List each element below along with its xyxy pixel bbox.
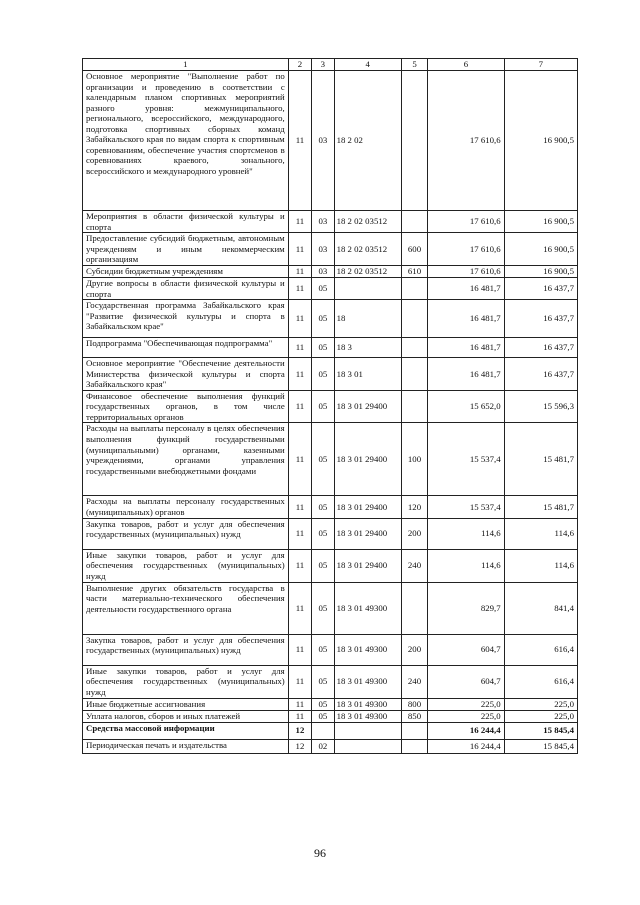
table-row bbox=[83, 266, 578, 278]
row-target-code: 18 3 01 49300 bbox=[334, 634, 401, 665]
row-section: 11 bbox=[288, 634, 311, 665]
row-expense-type: 850 bbox=[401, 710, 427, 722]
row-value-1: 114,6 bbox=[428, 518, 504, 549]
row-section: 11 bbox=[288, 518, 311, 549]
table-row bbox=[83, 496, 578, 518]
row-section: 11 bbox=[288, 71, 311, 211]
row-section: 11 bbox=[288, 665, 311, 698]
row-expense-type bbox=[401, 722, 427, 739]
row-value-2: 225,0 bbox=[504, 710, 577, 722]
row-target-code: 18 3 01 29400 bbox=[334, 423, 401, 496]
row-section: 11 bbox=[288, 423, 311, 496]
row-subsection: 05 bbox=[312, 358, 334, 391]
row-subsection: 05 bbox=[312, 423, 334, 496]
row-section: 11 bbox=[288, 266, 311, 278]
table-row bbox=[83, 518, 578, 549]
row-value-2: 16 900,5 bbox=[504, 211, 577, 233]
row-expense-type bbox=[401, 71, 427, 211]
table-row bbox=[83, 390, 578, 423]
row-name: Средства массовой информации bbox=[83, 722, 289, 739]
row-value-1: 17 610,6 bbox=[428, 266, 504, 278]
row-value-2: 16 900,5 bbox=[504, 266, 577, 278]
row-name: Подпрограмма "Обеспечивающая подпрограмма" bbox=[83, 338, 289, 358]
row-value-1: 16 481,7 bbox=[428, 338, 504, 358]
table-row bbox=[83, 300, 578, 338]
row-target-code: 18 2 02 03512 bbox=[334, 211, 401, 233]
row-section: 11 bbox=[288, 496, 311, 518]
row-value-1: 604,7 bbox=[428, 665, 504, 698]
row-expense-type bbox=[401, 300, 427, 338]
row-subsection: 03 bbox=[312, 233, 334, 266]
row-name: Финансовое обеспечение выполнения функций государственных органов, в том числе территориальных органов bbox=[83, 390, 289, 423]
row-value-2: 16 437,7 bbox=[504, 338, 577, 358]
row-section: 11 bbox=[288, 582, 311, 634]
table-row bbox=[83, 423, 578, 496]
row-target-code: 18 2 02 03512 bbox=[334, 266, 401, 278]
row-value-1: 15 537,4 bbox=[428, 423, 504, 496]
table-row bbox=[83, 233, 578, 266]
table-row bbox=[83, 634, 578, 665]
row-value-1: 604,7 bbox=[428, 634, 504, 665]
row-section: 11 bbox=[288, 233, 311, 266]
row-value-1: 16 481,7 bbox=[428, 300, 504, 338]
row-subsection: 05 bbox=[312, 518, 334, 549]
table-row bbox=[83, 71, 578, 211]
row-expense-type bbox=[401, 211, 427, 233]
row-target-code: 18 3 01 29400 bbox=[334, 390, 401, 423]
row-name: Субсидии бюджетным учреждениям bbox=[83, 266, 289, 278]
row-expense-type bbox=[401, 582, 427, 634]
row-expense-type: 100 bbox=[401, 423, 427, 496]
row-value-2: 16 437,7 bbox=[504, 278, 577, 300]
row-section: 11 bbox=[288, 338, 311, 358]
row-value-2: 16 900,5 bbox=[504, 233, 577, 266]
header-col-7: 7 bbox=[504, 59, 577, 71]
header-col-2: 2 bbox=[288, 59, 311, 71]
row-target-code bbox=[334, 739, 401, 753]
row-value-2: 616,4 bbox=[504, 634, 577, 665]
table-row bbox=[83, 710, 578, 722]
row-target-code: 18 3 01 49300 bbox=[334, 698, 401, 710]
table-row bbox=[83, 698, 578, 710]
row-name: Предоставление субсидий бюджетным, автономным учреждениям и иным некоммерческим организациям bbox=[83, 233, 289, 266]
row-value-2: 114,6 bbox=[504, 549, 577, 582]
row-subsection: 03 bbox=[312, 71, 334, 211]
row-name: Закупка товаров, работ и услуг для обеспечения государственных (муниципальных) нужд bbox=[83, 518, 289, 549]
row-subsection: 03 bbox=[312, 266, 334, 278]
row-subsection: 05 bbox=[312, 300, 334, 338]
row-target-code: 18 3 01 29400 bbox=[334, 518, 401, 549]
row-expense-type: 120 bbox=[401, 496, 427, 518]
row-value-2: 15 481,7 bbox=[504, 423, 577, 496]
row-subsection: 05 bbox=[312, 278, 334, 300]
row-expense-type: 600 bbox=[401, 233, 427, 266]
row-subsection: 05 bbox=[312, 582, 334, 634]
page-number: 96 bbox=[314, 846, 326, 860]
row-name: Выполнение других обязательств государства в части материально-технического обеспечения деятельности государственного органа bbox=[83, 582, 289, 634]
row-value-1: 225,0 bbox=[428, 710, 504, 722]
row-expense-type: 240 bbox=[401, 549, 427, 582]
header-col-5: 5 bbox=[401, 59, 427, 71]
row-expense-type bbox=[401, 338, 427, 358]
row-value-2: 114,6 bbox=[504, 518, 577, 549]
row-section: 11 bbox=[288, 698, 311, 710]
row-name: Другие вопросы в области физической культуры и спорта bbox=[83, 278, 289, 300]
row-target-code: 18 3 01 bbox=[334, 358, 401, 391]
row-name: Иные бюджетные ассигнования bbox=[83, 698, 289, 710]
row-value-2: 16 900,5 bbox=[504, 71, 577, 211]
row-value-1: 16 244,4 bbox=[428, 722, 504, 739]
row-subsection: 05 bbox=[312, 710, 334, 722]
row-section: 11 bbox=[288, 278, 311, 300]
row-value-2: 225,0 bbox=[504, 698, 577, 710]
row-value-1: 17 610,6 bbox=[428, 211, 504, 233]
row-value-1: 17 610,6 bbox=[428, 233, 504, 266]
row-target-code: 18 3 01 29400 bbox=[334, 496, 401, 518]
row-expense-type: 200 bbox=[401, 518, 427, 549]
row-value-2: 841,4 bbox=[504, 582, 577, 634]
row-section: 12 bbox=[288, 722, 311, 739]
row-subsection bbox=[312, 722, 334, 739]
row-name: Расходы на выплаты персоналу в целях обеспечения выполнения функций государственными (муниципальными) органами, казенными учреждениями, органами управления государственными внебюджетными фондами bbox=[83, 423, 289, 496]
row-target-code: 18 3 bbox=[334, 338, 401, 358]
row-subsection: 02 bbox=[312, 739, 334, 753]
row-value-1: 15 537,4 bbox=[428, 496, 504, 518]
row-name: Иные закупки товаров, работ и услуг для обеспечения государственных (муниципальных) нужд bbox=[83, 665, 289, 698]
row-expense-type: 240 bbox=[401, 665, 427, 698]
row-value-1: 16 481,7 bbox=[428, 278, 504, 300]
row-expense-type bbox=[401, 390, 427, 423]
header-col-1: 1 bbox=[83, 59, 289, 71]
row-expense-type bbox=[401, 278, 427, 300]
row-section: 11 bbox=[288, 211, 311, 233]
header-col-6: 6 bbox=[428, 59, 504, 71]
table-row bbox=[83, 739, 578, 753]
row-name: Периодическая печать и издательства bbox=[83, 739, 289, 753]
row-target-code: 18 bbox=[334, 300, 401, 338]
row-name: Основное мероприятие "Обеспечение деятельности Министерства физической культуры и спорта Забайкальского края" bbox=[83, 358, 289, 391]
row-subsection: 05 bbox=[312, 698, 334, 710]
row-value-1: 17 610,6 bbox=[428, 71, 504, 211]
row-expense-type: 800 bbox=[401, 698, 427, 710]
row-target-code: 18 3 01 49300 bbox=[334, 582, 401, 634]
row-section: 11 bbox=[288, 390, 311, 423]
row-section: 11 bbox=[288, 358, 311, 391]
row-section: 11 bbox=[288, 300, 311, 338]
row-value-2: 15 596,3 bbox=[504, 390, 577, 423]
row-subsection: 05 bbox=[312, 634, 334, 665]
row-target-code bbox=[334, 278, 401, 300]
row-value-1: 16 244,4 bbox=[428, 739, 504, 753]
row-subsection: 05 bbox=[312, 665, 334, 698]
row-subsection: 03 bbox=[312, 211, 334, 233]
row-value-1: 225,0 bbox=[428, 698, 504, 710]
row-value-2: 15 481,7 bbox=[504, 496, 577, 518]
row-value-2: 16 437,7 bbox=[504, 300, 577, 338]
row-section: 11 bbox=[288, 710, 311, 722]
row-target-code: 18 3 01 29400 bbox=[334, 549, 401, 582]
table-row bbox=[83, 278, 578, 300]
row-section: 11 bbox=[288, 549, 311, 582]
table-row bbox=[83, 338, 578, 358]
row-value-1: 15 652,0 bbox=[428, 390, 504, 423]
table-row bbox=[83, 665, 578, 698]
row-target-code: 18 2 02 03512 bbox=[334, 233, 401, 266]
row-subsection: 05 bbox=[312, 390, 334, 423]
header-col-3: 3 bbox=[312, 59, 334, 71]
table-body bbox=[83, 71, 578, 754]
row-value-1: 829,7 bbox=[428, 582, 504, 634]
table-row bbox=[83, 582, 578, 634]
table-row bbox=[83, 549, 578, 582]
row-name: Мероприятия в области физической культуры и спорта bbox=[83, 211, 289, 233]
row-subsection: 05 bbox=[312, 549, 334, 582]
table-row bbox=[83, 722, 578, 739]
row-value-1: 16 481,7 bbox=[428, 358, 504, 391]
row-name: Государственная программа Забайкальского края "Развитие физической культуры и спорта в Забайкальском крае" bbox=[83, 300, 289, 338]
row-subsection: 05 bbox=[312, 338, 334, 358]
row-name: Иные закупки товаров, работ и услуг для обеспечения государственных (муниципальных) нужд bbox=[83, 549, 289, 582]
row-target-code: 18 3 01 49300 bbox=[334, 665, 401, 698]
header-col-4: 4 bbox=[334, 59, 401, 71]
row-target-code bbox=[334, 722, 401, 739]
row-name: Уплата налогов, сборов и иных платежей bbox=[83, 710, 289, 722]
table-header-row bbox=[83, 59, 578, 71]
row-expense-type bbox=[401, 739, 427, 753]
row-name: Расходы на выплаты персоналу государственных (муниципальных) органов bbox=[83, 496, 289, 518]
budget-table bbox=[82, 58, 578, 754]
table-row bbox=[83, 211, 578, 233]
row-name: Основное мероприятие "Выполнение работ по организации и проведению в соответствии с календарным планом спортивных мероприятий разного уровня: межмуниципального, регионального, всероссийского, международного, подготовка спортивных сборных команд Забайкальского края по видам спорта к спортивным соревнованиям, обеспечение участия спортсменов в соревнованиях краевого, зонального, всероссийского и международного уровней" bbox=[83, 71, 289, 211]
row-expense-type: 610 bbox=[401, 266, 427, 278]
row-target-code: 18 3 01 49300 bbox=[334, 710, 401, 722]
row-subsection: 05 bbox=[312, 496, 334, 518]
row-value-2: 15 845,4 bbox=[504, 722, 577, 739]
row-value-1: 114,6 bbox=[428, 549, 504, 582]
row-value-2: 16 437,7 bbox=[504, 358, 577, 391]
row-name: Закупка товаров, работ и услуг для обеспечения государственных (муниципальных) нужд bbox=[83, 634, 289, 665]
row-expense-type bbox=[401, 358, 427, 391]
table-row bbox=[83, 358, 578, 391]
row-value-2: 616,4 bbox=[504, 665, 577, 698]
row-target-code: 18 2 02 bbox=[334, 71, 401, 211]
row-section: 12 bbox=[288, 739, 311, 753]
row-value-2: 15 845,4 bbox=[504, 739, 577, 753]
row-expense-type: 200 bbox=[401, 634, 427, 665]
